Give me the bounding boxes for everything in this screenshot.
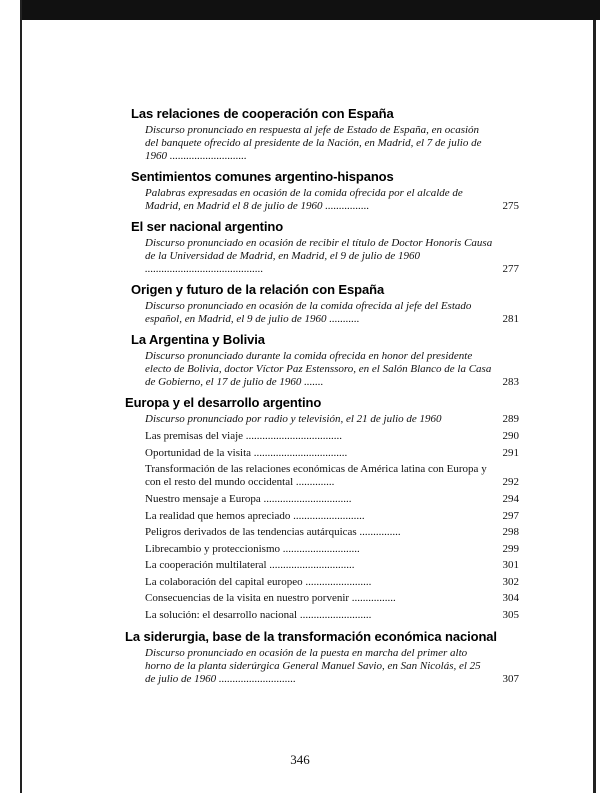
subentry-page: 292 [502,476,519,488]
toc-section [131,106,519,163]
subentry-text: La solución: el desarrollo nacional .......................... [145,608,372,621]
subentry-text: La realidad que hemos apreciado .......................... [145,509,365,522]
entry-page: 289 [502,413,519,425]
section-title: Origen y futuro de la relación con España [131,282,385,297]
subentry-page: 301 [502,559,519,571]
toc-entry [131,350,519,389]
toc-section [131,282,519,326]
toc-subentry [131,508,519,525]
toc-subentry [131,491,519,508]
section-title: Europa y el desarrollo argentino [125,395,322,410]
toc-section [131,332,519,389]
entry-page: 281 [502,313,519,325]
subentry-page: 294 [502,493,519,505]
toc-section [125,629,519,686]
entry-page: 275 [502,200,519,212]
subentry-text: Peligros derivados de las tendencias autárquicas ............... [145,526,401,538]
toc-entry [131,413,519,426]
entry-text: Discurso pronunciado en ocasión de recibir el título de Doctor Honoris Causa de la Universidad de Madrid, en Madrid, el 9 de julio de 1960 ........................................... [145,237,493,275]
toc-entry [131,187,519,213]
subentry-page: 302 [502,575,519,588]
subentry-text: Transformación de las relaciones económicas de América latina con Europa y con el resto del mundo occidental .............. [145,463,487,488]
subentry-text: Oportunidad de la visita .................................. [145,446,348,459]
subentry-page: 297 [502,509,519,522]
page-number: 346 [290,752,310,767]
toc-entry [131,237,519,276]
scan-top-border [20,0,600,20]
subentry-page: 304 [502,592,519,604]
toc-section [131,169,519,213]
toc-subentry [131,557,519,574]
entry-text: Discurso pronunciado en ocasión de la puesta en marcha del primer alto horno de la planta siderúrgica General Manuel Savio, en San Nicolás, el 25 de julio de 1960 ............................ [145,647,481,685]
subentry-page: 298 [502,526,519,538]
subentry-text: Librecambio y proteccionismo ............................ [145,542,360,555]
entry-page: 283 [502,376,519,388]
subentry-text: La colaboración del capital europeo ........................ [145,575,372,588]
subentry-text: Las premisas del viaje ................................... [145,430,343,442]
scan-right-edge [593,20,596,793]
toc-subentry [131,428,519,445]
toc-subentry [131,590,519,607]
entry-text: Discurso pronunciado en ocasión de la comida ofrecida al jefe del Estado español, en Madrid, el 9 de julio de 1960 ........... [145,300,472,325]
subentry-text: Consecuencias de la visita en nuestro porvenir ................ [145,592,396,604]
section-title: La Argentina y Bolivia [131,332,265,347]
section-title: La siderurgia, base de la transformación económica nacional [125,629,497,644]
subentry-page: 299 [502,542,519,555]
section-title: El ser nacional argentino [131,219,284,234]
entry-page: 307 [502,673,519,685]
toc-subentry [131,541,519,558]
table-of-contents [125,106,519,692]
entry-text: Palabras expresadas en ocasión de la comida ofrecida por el alcalde de Madrid, en Madrid el 8 de julio de 1960 ................ [145,187,463,212]
scan-left-margin [0,0,22,793]
toc-section [125,395,519,623]
toc-entry [131,647,519,686]
toc-entry [131,300,519,326]
subentry-page: 291 [502,446,519,459]
subentry-text: Nuestro mensaje a Europa ................................ [145,493,352,505]
entry-text: Discurso pronunciado en respuesta al jefe de Estado de España, en ocasión del banquete ofrecido al presidente de la Nación, en Madrid, el 7 de julio de 1960 ............................ [145,124,482,162]
toc-subentry [131,445,519,462]
section-title: Sentimientos comunes argentino-hispanos [131,169,394,184]
toc-subentry [131,524,519,541]
subentry-page: 305 [502,608,519,621]
entry-text: Discurso pronunciado durante la comida ofrecida en honor del presidente electo de Bolivia, doctor Víctor Paz Estenssoro, en el Salón Blanco de la Casa de Gobierno, el 17 de julio de 1960 ....... [145,350,492,388]
section-title: Las relaciones de cooperación con España [131,106,394,121]
toc-section [131,219,519,276]
entry-page: 277 [502,263,519,275]
toc-subentry [131,463,519,489]
entry-text: Discurso pronunciado por radio y televisión, el 21 de julio de 1960 [145,413,442,425]
toc-subentry [131,574,519,591]
toc-subentry [131,607,519,624]
subentry-page: 290 [502,430,519,442]
subentry-text: La cooperación multilateral ............................... [145,559,355,571]
toc-entry [131,124,519,163]
